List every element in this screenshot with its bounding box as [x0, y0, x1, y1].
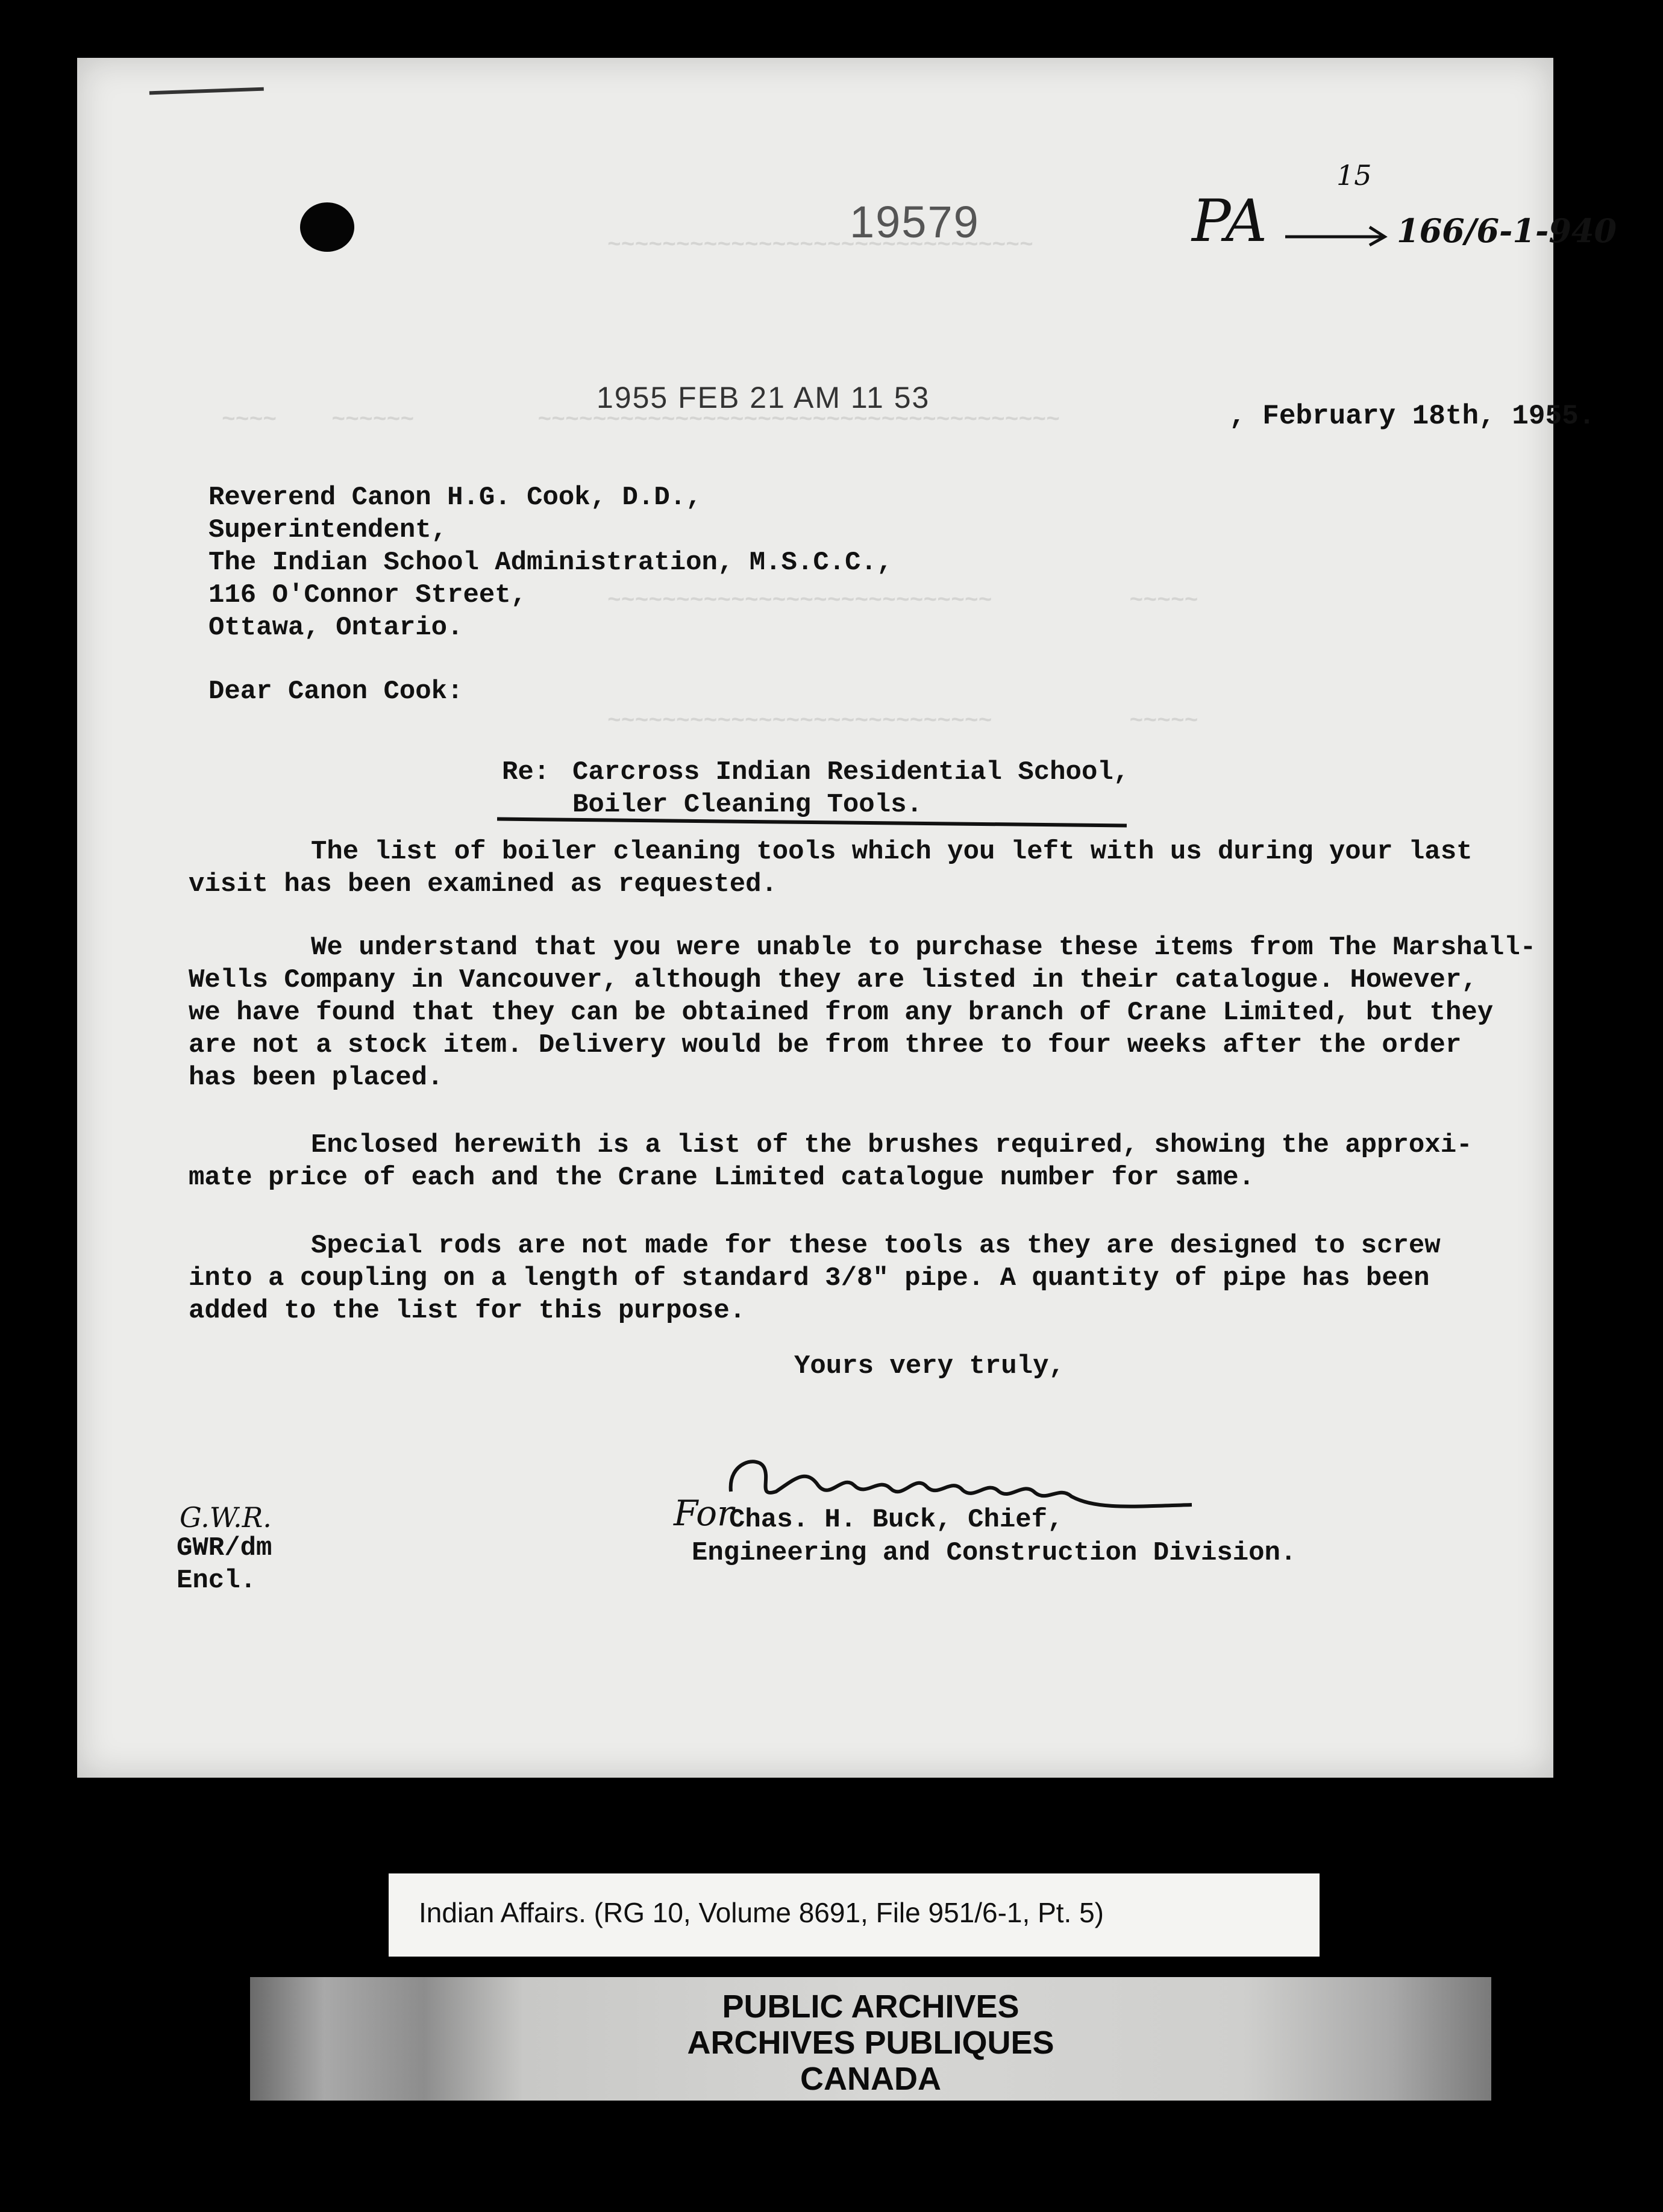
signature-line: Chas. H. Buck, Chief,: [729, 1505, 1063, 1535]
subject-line: Boiler Cleaning Tools.: [572, 790, 922, 820]
body-line: visit has been examined as requested.: [189, 869, 777, 899]
accession-number: 19579: [850, 197, 980, 247]
address-line: Superintendent,: [208, 515, 448, 545]
reference-initials: GWR/dm: [177, 1533, 272, 1563]
citation-text: Indian Affairs. (RG 10, Volume 8691, File 951/6-1, Pt. 5): [419, 1897, 1104, 1928]
body-line: added to the list for this purpose.: [189, 1296, 746, 1326]
signature-line: Engineering and Construction Division.: [692, 1538, 1297, 1568]
show-through-text: ~~~~~~~~~~~~~~~~~~~~~~~~~~~~ ~~~~~: [607, 708, 1198, 734]
archive-label-strip: [250, 1977, 1491, 2101]
letter-date: , February 18th, 1955.: [1229, 401, 1596, 432]
archive-label-line: PUBLIC ARCHIVES: [722, 1989, 1019, 2025]
body-line: we have found that they can be obtained from any branch of Crane Limited, but they: [189, 998, 1494, 1028]
subject-line: Carcross Indian Residential School,: [572, 757, 1130, 787]
corner-mark: [149, 87, 264, 101]
show-through-text: ~~~~~~~~~~~~~~~~~~~~~~~~~~~~ ~~~~~: [607, 588, 1198, 614]
archive-label-line: CANADA: [800, 2061, 941, 2097]
salutation: Dear Canon Cook:: [208, 676, 463, 707]
address-line: Reverend Canon H.G. Cook, D.D.,: [208, 483, 702, 513]
body-line: We understand that you were unable to purchase these items from The Marshall-: [311, 933, 1536, 963]
address-line: 116 O'Connor Street,: [208, 580, 527, 610]
body-line: Special rods are not made for these tools as they are designed to screw: [311, 1231, 1441, 1261]
address-line: The Indian School Administration, M.S.C.C.,: [208, 548, 893, 578]
punch-hole: [300, 202, 354, 252]
body-line: into a coupling on a length of standard 3/8" pipe. A quantity of pipe has been: [189, 1263, 1430, 1293]
enclosure-note: Encl.: [177, 1566, 257, 1596]
address-line: Ottawa, Ontario.: [208, 613, 463, 643]
handwritten-reference-initials: G.W.R.: [180, 1501, 272, 1534]
re-label: Re:: [502, 757, 550, 787]
body-line: has been placed.: [189, 1063, 443, 1093]
body-line: are not a stock item. Delivery would be from three to four weeks after the order: [189, 1030, 1462, 1060]
show-through-text: ~~~~ ~~~~~~ ~~~~~~~~~~~~~~~~~~~~~~~~~~~~~~~~~~~~~~: [222, 407, 1060, 433]
arrow-icon: [1285, 223, 1391, 248]
file-reference: 166/6-1-940: [1397, 211, 1617, 250]
handwritten-superscript: 15: [1336, 159, 1372, 192]
letter-sheet: [77, 58, 1617, 1778]
body-line: Enclosed herewith is a list of the brushes required, showing the approxi-: [311, 1130, 1473, 1160]
show-through-text: ~~~~~~~~~~~~~~~~~~~~~~~~~~~~~~~: [607, 233, 1033, 258]
citation-label: [389, 1873, 1320, 1957]
handwritten-initials: PA: [1192, 187, 1268, 255]
archive-label-line: ARCHIVES PUBLIQUES: [687, 2025, 1054, 2061]
body-line: Wells Company in Vancouver, although they are listed in their catalogue. However,: [189, 965, 1477, 995]
received-stamp: 1955 FEB 21 AM 11 53: [597, 381, 930, 414]
signature-for: For: [674, 1493, 734, 1534]
closing: Yours very truly,: [794, 1351, 1065, 1381]
body-line: mate price of each and the Crane Limited catalogue number for same.: [189, 1163, 1255, 1193]
body-line: The list of boiler cleaning tools which you left with us during your last: [311, 837, 1473, 867]
